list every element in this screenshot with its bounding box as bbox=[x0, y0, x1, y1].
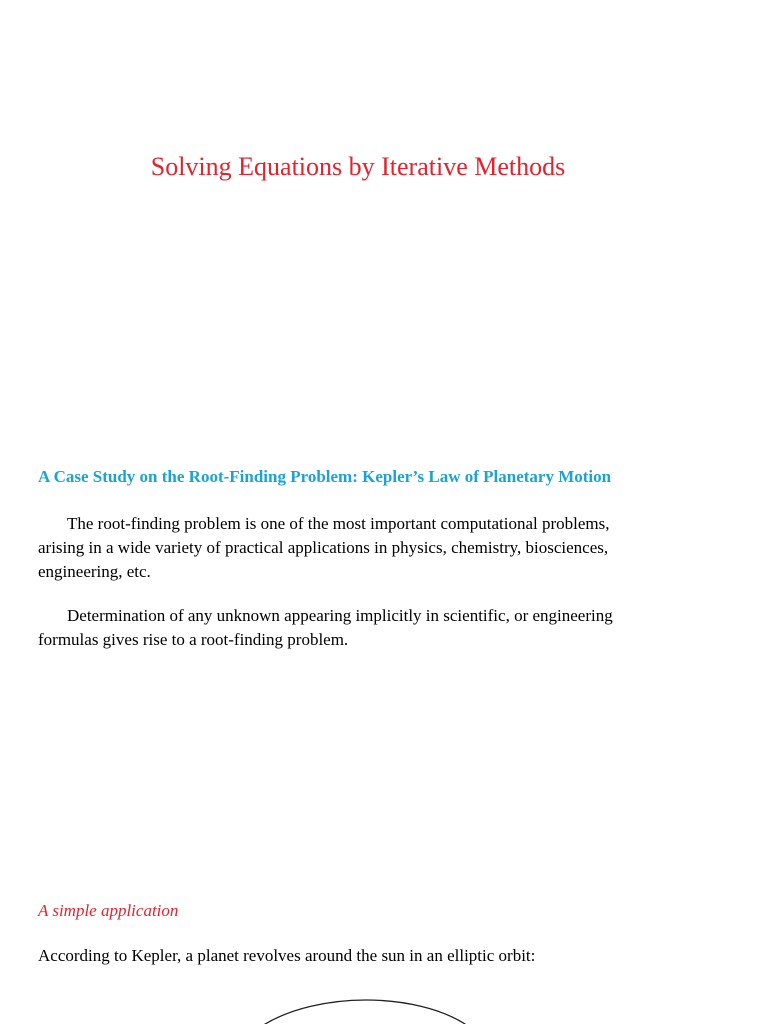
paragraph-line: formulas gives rise to a root-finding problem. bbox=[38, 630, 349, 649]
paragraph-determination bbox=[38, 604, 718, 652]
paragraph-root-finding-intro bbox=[38, 512, 718, 584]
section-label-simple-application: A simple application bbox=[38, 901, 179, 920]
case-study-heading: A Case Study on the Root-Finding Problem: Kepler’s Law of Planetary Motion bbox=[38, 467, 612, 486]
paragraph-line: According to Kepler, a planet revolves around the sun in an elliptic orbit: bbox=[38, 946, 536, 965]
paragraph-line: The root-finding problem is one of the most important computational problems, bbox=[67, 514, 610, 533]
paragraph-line: engineering, etc. bbox=[38, 562, 151, 581]
ellipse-orbit-diagram-icon bbox=[0, 990, 768, 1024]
paragraph-kepler bbox=[38, 944, 718, 968]
paragraph-line: arising in a wide variety of practical applications in physics, chemistry, biosciences, bbox=[38, 538, 609, 557]
paragraph-line: Determination of any unknown appearing implicitly in scientific, or engineering bbox=[67, 606, 613, 625]
page-title: Solving Equations by Iterative Methods bbox=[150, 152, 566, 181]
